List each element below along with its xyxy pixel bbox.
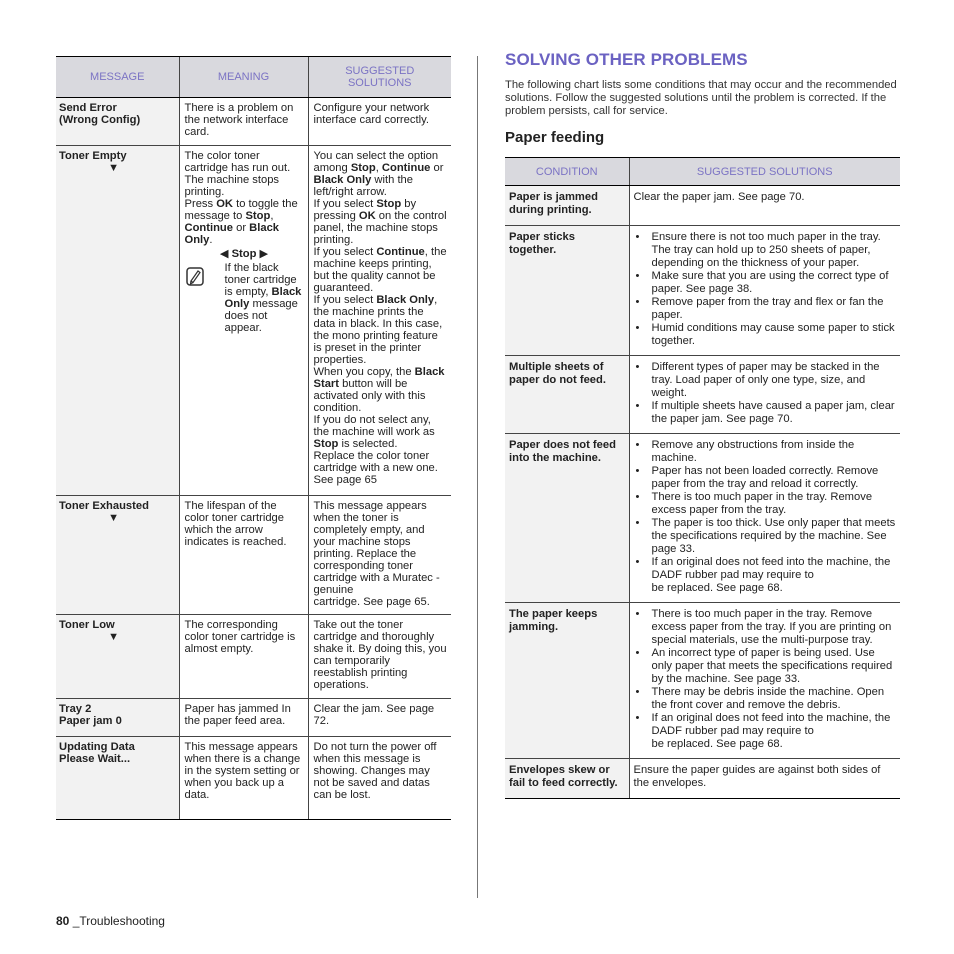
list-item: • An incorrect type of paper is being used. Use only paper that meets the specifications required by the machine. See page 33. — [636, 647, 897, 686]
meaning-paragraph: The color toner cartridge has run out. The machine stops printing. — [184, 150, 291, 198]
note-text: If the black toner cartridge is empty, Black Only message does not appear. — [224, 262, 302, 334]
table-row — [505, 226, 900, 356]
list-item: • If an original does not feed into the machine, the DADF rubber pad may require to be replaced. See page 68. — [636, 556, 897, 595]
message-cell — [56, 496, 179, 530]
meaning-cell: The corresponding color toner cartridge is almost empty. — [184, 619, 296, 655]
header-suggested-solutions: SUGGESTED SOLUTIONS — [629, 158, 900, 186]
meaning-cell: Paper has jammed In the paper feed area. — [184, 703, 291, 727]
solution-cell: Do not turn the power off when this message is showing. Changes may not be saved and datas can be lost. — [313, 741, 437, 801]
message-cell: Updating Data Please Wait... — [59, 741, 135, 765]
meaning-paragraph: Press OK to toggle the message to Stop, Continue or Black Only. — [184, 198, 298, 246]
down-arrow-icon: ▼ — [108, 631, 119, 643]
list-item: • Humid conditions may cause some paper to stick together. — [636, 322, 897, 348]
condition-cell: Multiple sheets of paper do not feed. — [509, 361, 606, 386]
column-divider — [477, 56, 478, 898]
message-text: Toner Low — [59, 619, 115, 631]
message-cell: Send Error (Wrong Config) — [59, 102, 141, 126]
solution-list — [630, 603, 901, 757]
table-row — [56, 496, 451, 615]
solution-cell: This message appears when the toner is completely empty, and your machine stops printing. Replace the corresponding toner cartridge with a Muratec -genuine cartridge. See page 65. — [313, 500, 440, 608]
meaning-cell: This message appears when there is a change in the system setting or when you back up a data. — [184, 741, 301, 801]
solution-list — [630, 226, 901, 354]
header-condition: CONDITION — [505, 158, 629, 186]
table-row — [56, 146, 451, 496]
table-row — [505, 356, 900, 434]
solution-cell: Clear the jam. See page 72. — [313, 703, 435, 727]
table-row — [505, 186, 900, 226]
subsection-title: Paper feeding — [505, 129, 605, 146]
table-row — [56, 615, 451, 699]
message-table — [56, 56, 451, 820]
meaning-cell — [180, 146, 308, 340]
section-title: SOLVING OTHER PROBLEMS — [505, 50, 748, 69]
list-item: • Remove any obstructions from inside the machine. — [636, 439, 897, 465]
meaning-cell: The lifespan of the color toner cartridge which the arrow indicates is reached. — [184, 500, 287, 548]
list-item: • There may be debris inside the machine. Open the front cover and remove the debris. — [636, 686, 897, 712]
header-suggested-solutions: SUGGESTED SOLUTIONS — [308, 57, 451, 98]
page-footer — [56, 914, 165, 928]
list-item: • Remove paper from the tray and flex or fan the paper. — [636, 296, 897, 322]
table-row — [505, 603, 900, 759]
list-item: • Make sure that you are using the correct type of paper. See page 38. — [636, 270, 897, 296]
condition-cell: The paper keeps jamming. — [509, 608, 598, 633]
table-row — [505, 759, 900, 799]
down-arrow-icon: ▼ — [108, 162, 119, 174]
list-item: • Ensure there is not too much paper in the tray. The tray can hold up to 250 sheets of paper, depending on the thickness of your paper. — [636, 231, 897, 270]
pencil-note-icon — [185, 266, 207, 288]
condition-cell: Envelopes skew or fail to feed correctly. — [509, 764, 618, 789]
note-icon — [185, 262, 215, 334]
message-cell — [56, 615, 179, 649]
stop-toggle-line: ◀ Stop ▶ — [219, 248, 269, 260]
solution-cell: Clear the paper jam. See page 70. — [633, 191, 805, 203]
message-text: Toner Exhausted — [59, 500, 149, 512]
meaning-cell: There is a problem on the network interface card. — [184, 102, 294, 138]
table-row — [56, 699, 451, 737]
intro-paragraph: The following chart lists some conditions that may occur and the recommended solutions. Follow the suggested solutions until the problem is corrected. If the problem persists, call for service. — [505, 79, 897, 117]
solution-cell: Ensure the paper guides are against both sides of the envelopes. — [633, 764, 881, 789]
message-cell — [56, 146, 179, 180]
header-message: MESSAGE — [56, 57, 179, 98]
paper-feeding-table — [505, 157, 900, 799]
solution-cell: Configure your network interface card correctly. — [313, 102, 430, 126]
message-text: Toner Empty — [59, 150, 127, 162]
list-item: • Paper has not been loaded correctly. Remove paper from the tray and reload it correctly. — [636, 465, 897, 491]
page-number: 80 — [56, 914, 70, 928]
list-item: • If an original does not feed into the machine, the DADF rubber pad may require to be replaced. See page 68. — [636, 712, 897, 751]
footer-section: _Troubleshooting — [69, 914, 165, 928]
paper-feeding-table-header — [505, 158, 900, 186]
table-row — [56, 737, 451, 820]
note-block — [185, 262, 304, 334]
solution-cell: Take out the toner cartridge and thoroughly shake it. By doing this, you can temporarily reestablish printing operations. — [313, 619, 447, 691]
list-item: • There is too much paper in the tray. Remove excess paper from the tray. — [636, 491, 897, 517]
solution-list — [630, 434, 901, 601]
solution-list — [630, 356, 901, 432]
message-table-header — [56, 57, 451, 98]
message-cell: Tray 2 Paper jam 0 — [59, 703, 122, 727]
header-meaning: MEANING — [179, 57, 308, 98]
condition-cell: Paper is jammed during printing. — [509, 191, 598, 216]
list-item: • There is too much paper in the tray. Remove excess paper from the tray. If you are printing on special materials, use the multi-purpose tray. — [636, 608, 897, 647]
table-row — [56, 98, 451, 146]
down-arrow-icon: ▼ — [108, 512, 119, 524]
condition-cell: Paper sticks together. — [509, 231, 575, 256]
solution-cell: You can select the option among Stop, Continue or Black Only with the left/right arrow. If you select Stop by pressing OK on the control panel, the machine stops printing. If you select Continue, the machine keeps printing, but the quality cannot be guaranteed. If you select Black Only, the machine prints the data in black. In this case, the mono printing feature is preset in the printer properties. When you copy, the Black Start button will be activated only with this condition. If you do not select any, the machine will work as Stop is selected. Replace the color toner cartridge with a new one. See page 65 — [313, 150, 447, 486]
list-item: • Different types of paper may be stacked in the tray. Load paper of only one type, size, and weight. — [636, 361, 897, 400]
list-item: • The paper is too thick. Use only paper that meets the specifications required by the machine. See page 33. — [636, 517, 897, 556]
list-item: • If multiple sheets have caused a paper jam, clear the paper jam. See page 70. — [636, 400, 897, 426]
table-row — [505, 434, 900, 603]
condition-cell: Paper does not feed into the machine. — [509, 439, 616, 464]
